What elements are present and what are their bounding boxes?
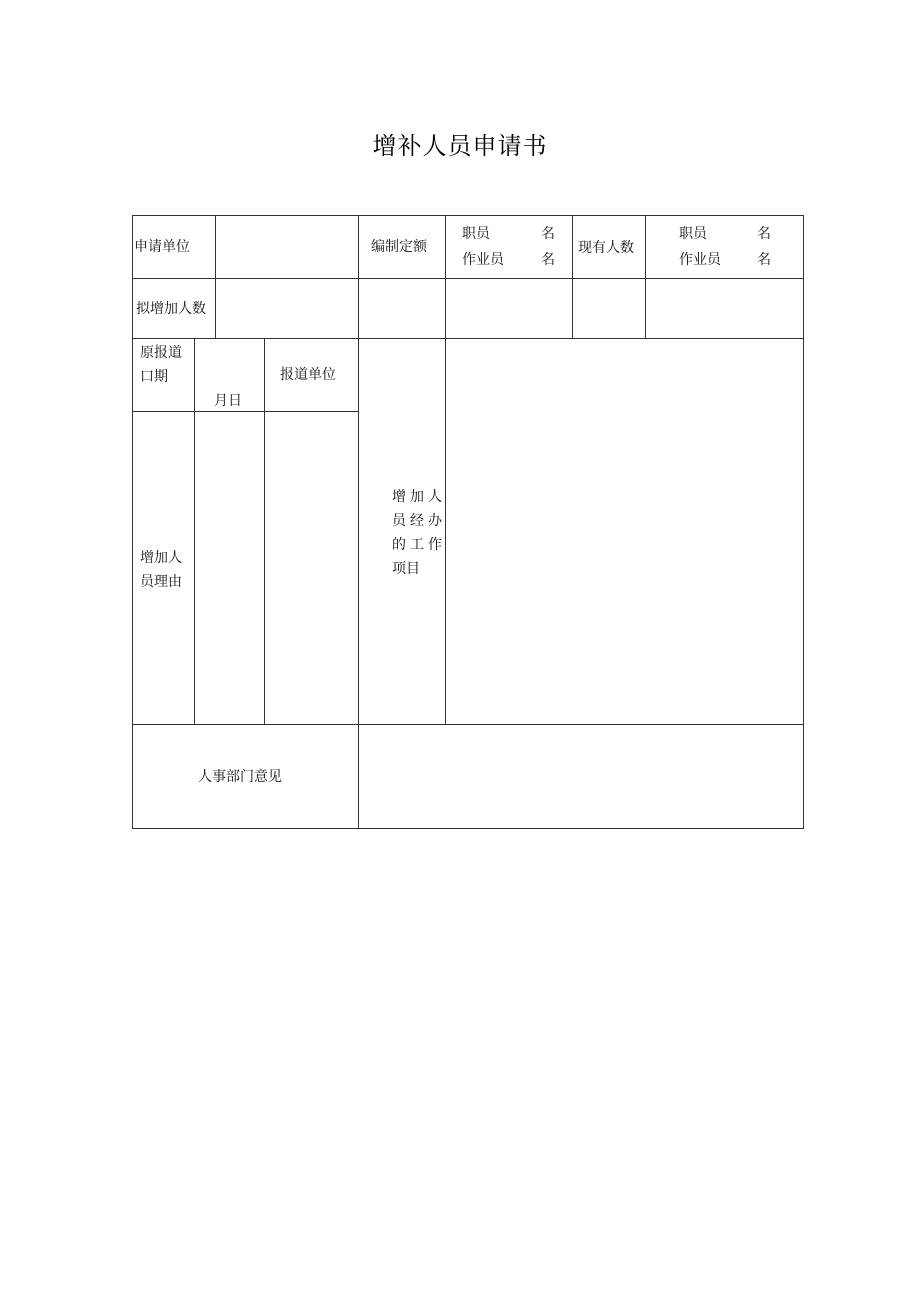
- proposed-increase-field[interactable]: [216, 279, 358, 338]
- report-date-field[interactable]: [195, 339, 264, 411]
- current-worker-label: 作业员: [679, 252, 721, 268]
- original-report-date-label-line-2: 口期: [140, 369, 168, 385]
- current-value-field[interactable]: [573, 279, 645, 338]
- month-day-label: 月日: [214, 393, 242, 409]
- increase-reason-field-2[interactable]: [265, 412, 358, 724]
- increase-reason-label-line-1: 增加人: [140, 550, 182, 566]
- hr-opinion-field[interactable]: [359, 725, 803, 828]
- hr-opinion-label: 人事部门意见: [198, 769, 282, 785]
- quota-worker-label: 作业员: [462, 252, 504, 268]
- apply-unit-label: 申请单位: [134, 239, 190, 255]
- table-right-border: [803, 215, 804, 829]
- increase-reason-label-line-2: 员理由: [140, 574, 182, 590]
- work-items-label-line-2: 员经办: [392, 513, 446, 529]
- table-bottom-border: [132, 828, 804, 829]
- quota-label: 编制定额: [371, 239, 427, 255]
- work-items-label-line-4: 项目: [392, 561, 420, 577]
- quota-count-field[interactable]: [446, 279, 572, 338]
- work-items-label-line-1: 增加人: [392, 489, 446, 505]
- quota-staff-unit: 名: [541, 226, 555, 242]
- quota-staff-label: 职员: [462, 226, 490, 242]
- apply-unit-field[interactable]: [216, 216, 358, 278]
- current-count-label: 现有人数: [578, 240, 634, 256]
- current-worker-unit: 名: [757, 252, 771, 268]
- work-items-field[interactable]: [446, 339, 803, 724]
- table-left-border: [132, 215, 133, 829]
- quota-value-field[interactable]: [359, 279, 445, 338]
- original-report-date-label-line-1: 原报道: [140, 345, 182, 361]
- report-unit-label: 报道单位: [280, 367, 336, 383]
- proposed-increase-label: 拟增加人数: [136, 301, 206, 317]
- quota-worker-unit: 名: [541, 252, 555, 268]
- work-items-label-line-3: 的工作: [392, 537, 446, 553]
- current-staff-label: 职员: [679, 226, 707, 242]
- current-count-field[interactable]: [646, 279, 803, 338]
- increase-reason-field-1[interactable]: [195, 412, 264, 724]
- current-staff-unit: 名: [757, 226, 771, 242]
- document-title: 增补人员申请书: [372, 132, 548, 160]
